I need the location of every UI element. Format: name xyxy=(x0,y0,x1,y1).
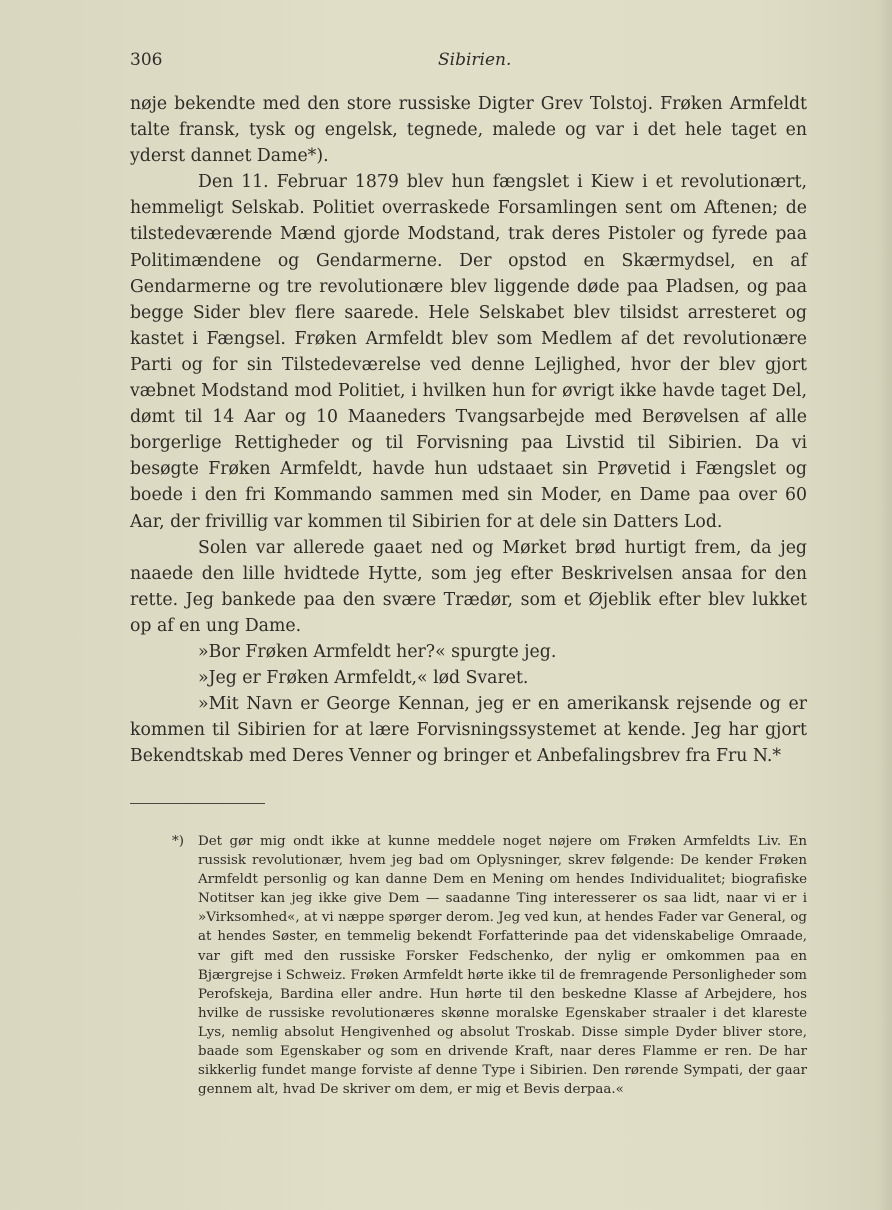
page-number: 306 xyxy=(130,50,163,70)
paragraph: Solen var allerede gaaet ned og Mørket brød hurtigt frem, da jeg naaede den lille hvidtede Hytte, som jeg efter Beskrivelsen ansaa for den rette. Jeg bankede paa den svære Trædør, som et Øjeblik efter blev lukket op af en ung Dame. xyxy=(130,537,807,636)
paragraph: nøje bekendte med den store russiske Digter Grev Tolstoj. Frøken Armfeldt talte fransk, tysk og engelsk, tegnede, malede og var i det hele taget en yderst dannet Dame*). xyxy=(130,94,807,167)
paragraph: Den 11. Februar 1879 blev hun fængslet i Kiew i et revolutionært, hemmeligt Selskab. Politiet overraskede Forsamlingen sent om Aftenen; de tilstedeværende Mænd gjorde Modstand, trak deres Pistoler og fyrede paa Politimændene og Gendarmerne. Der opstod en Skærmydsel, en af Gendarmerne og tre revolutionære blev liggende døde paa Pladsen, og paa begge Sider blev flere saarede. Hele Selskabet blev tilsidst arresteret og kastet i Fængsel. Frøken Armfeldt blev som Medlem af det revolutionære Parti og for sin Tilstedeværelse ved denne Lejlighed, hvor der blev gjort væbnet Modstand mod Politiet, i hvilken hun for øvrigt ikke havde taget Del, dømt til 14 Aar og 10 Maaneders Tvangsarbejde med Berøvelsen af alle borgerlige Rettigheder og til Forvisning paa Livstid til Sibirien. Da vi besøgte Frøken Armfeldt, havde hun udstaaet sin Prøvetid i Fængslet og boede i den fri Kommando sammen med sin Moder, en Dame paa over 60 Aar, der frivillig var kommen til Sibirien for at dele sin Datters Lod. xyxy=(130,172,807,532)
footnote-separator xyxy=(130,803,265,804)
running-title: Sibirien. xyxy=(438,50,512,70)
body-text xyxy=(130,91,807,769)
running-head xyxy=(130,50,810,74)
paragraph: »Bor Frøken Armfeldt her?« spurgte jeg. xyxy=(198,641,557,662)
paragraph: »Jeg er Frøken Armfeldt,« lød Svaret. xyxy=(198,668,529,689)
footnote-text: Det gør mig ondt ikke at kunne meddele noget nøjere om Frøken Armfeldts Liv. En russisk revolutionær, hvem jeg bad om Oplysninger, skrev følgende: De kender Frøken Armfeldt personlig og kan danne Dem en Mening om hendes Individualitet; biografiske Notitser kan jeg ikke give Dem — saadanne Ting interesserer os saa lidt, naar vi er i »Virksomhed«, at vi næppe spørger derom. Jeg ved kun, at hendes Fader var General, og at hendes Søster, en temmelig bekendt Forfatterinde paa det videnskabelige Omraade, var gift med den russiske Forsker Fedschenko, der nylig er omkommen paa en Bjærgrejse i Schweiz. Frøken Armfeldt hørte ikke til de fremragende Personligheder som Perofskeja, Bardina eller andre. Hun hørte til den beskedne Klasse af Arbejdere, hos hvilke de russiske revolutionæres skønne moralske Egenskaber straaler i det klareste Lys, nemlig absolut Hengivenhed og absolut Troskab. Disse simple Dyder bliver store, baade som Egenskaber og som en drivende Kraft, naar deres Flamme er ren. De har sikkerlig fundet mange forviste af denne Type i Sibirien. Den rørende Sympati, der gaar gennem alt, hvad De skriver om dem, er mig et Bevis derpaa.« xyxy=(198,834,807,1098)
footnote-marker: *) xyxy=(172,834,184,849)
footnote xyxy=(172,832,807,1099)
page-edge-shadow xyxy=(878,0,892,1210)
paragraph: »Mit Navn er George Kennan, jeg er en amerikansk rejsende og er kommen til Sibirien for at lære Forvisningssystemet at kende. Jeg har gjort Bekendtskab med Deres Venner og bringer et Anbefalingsbrev fra Fru N.* xyxy=(130,694,807,767)
